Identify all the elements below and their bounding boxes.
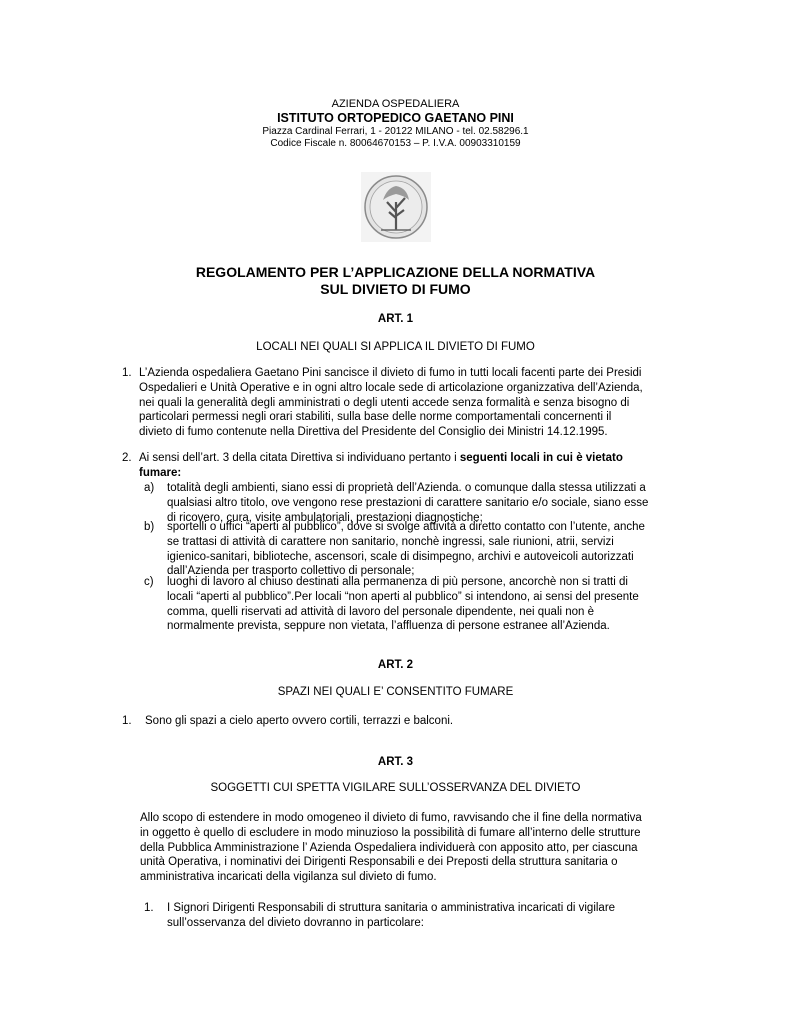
art3-paragraph-1 [167, 901, 674, 931]
text-line: divieto di fumo contenute nella Direttiva del Presidente del Consiglio dei Ministri 14.12.1995. [139, 426, 608, 439]
art1-p1-number: 1. [122, 367, 132, 379]
text-line: normalmente prevista, seppure non vietata, l’affluenza di persone estranee all’Azienda. [167, 620, 610, 633]
text-line: sull’osservanza del divieto dovranno in particolare: [167, 916, 424, 929]
list-item-letter: a) [144, 482, 155, 494]
art2-heading: ART. 2 [377, 659, 414, 671]
list-item-b [167, 520, 674, 579]
text-line: dall’Azienda per trasporto collettivo di personale; [167, 565, 415, 578]
text-line [139, 466, 674, 481]
text-line: locali “aperti al pubblico”.Per locali “non aperti al pubblico” si intendono, ai sensi del presente [167, 590, 639, 603]
org-type: AZIENDA OSPEDALIERA [331, 98, 460, 110]
text-line: qualsiasi altro titolo, ove vengono rese prestazioni di carattere sanitario e/o sociale, siano esse [167, 496, 649, 509]
text-line: particolari permessi negli orari stabiliti, sulla base delle norme comportamentali concernenti il [139, 411, 612, 424]
text-line: sportelli o uffici “aperti al pubblico”, dove si svolge attività a diretto contatto con l’utente, anche [167, 521, 645, 533]
art1-paragraph-1 [139, 366, 674, 440]
text-line: Allo scopo di estendere in modo omogeneo il divieto di fumo, ravvisando che il fine della normativa [140, 812, 642, 824]
art1-subtitle: LOCALI NEI QUALI SI APPLICA IL DIVIETO DI FUMO [256, 341, 535, 353]
document-title-line-2: SUL DIVIETO DI FUMO [320, 281, 471, 297]
text-line: totalità degli ambienti, siano essi di proprietà dell’Azienda. o comunque dalla stessa utilizzati a [167, 482, 646, 494]
bold-span: fumare: [139, 466, 182, 479]
art2-subtitle: SPAZI NEI QUALI E’ CONSENTITO FUMARE [277, 686, 514, 698]
text-line: I Signori Dirigenti Responsabili di struttura sanitaria o amministrativa incaricati di vigilare [167, 902, 616, 914]
text-span: Ai sensi dell’art. 3 della citata Direttiva si individuano pertanto i [139, 452, 460, 464]
text-line: igienico-sanitari, biblioteche, ascensori, scale di disimpegno, archivi e autoveicoli autorizzati [167, 550, 634, 563]
list-item-letter: c) [144, 576, 154, 588]
art3-subtitle: SOGGETTI CUI SPETTA VIGILARE SULL’OSSERVANZA DEL DIVIETO [210, 782, 581, 794]
art2-p1-number: 1. [122, 715, 132, 727]
document-title-line-1: REGOLAMENTO PER L’APPLICAZIONE DELLA NORMATIVA [195, 264, 596, 280]
list-item-c [167, 575, 674, 634]
art1-paragraph-2 [139, 451, 674, 481]
text-line: in oggetto è quello di escludere in modo minuzioso la possibilità di fumare all’interno delle strutture [140, 826, 641, 839]
text-line: comma, quelli riservati ad attività di lavoro del personale dipendente, nei quali non è [167, 605, 595, 618]
institute-address: Piazza Cardinal Ferrari, 1 - 20122 MILANO - tel. 02.58296.1 [262, 126, 529, 137]
text-line: se trattasi di attività di carattere non sanitario, nonchè ingressi, sale riunioni, atrii, servizi [167, 535, 614, 548]
text-line: nei quali la generalità degli amministrati o degli utenti accede senza formalità e senza bisogno di [139, 396, 630, 409]
bold-span: seguenti locali in cui è vietato [459, 452, 623, 464]
text-line: luoghi di lavoro al chiuso destinati alla permanenza di più persone, ancorchè non si tratti di [167, 576, 628, 588]
list-item-a [167, 481, 674, 525]
institute-tax-codes: Codice Fiscale n. 80064670153 – P. I.V.A. 00903310159 [270, 138, 521, 149]
art3-heading: ART. 3 [377, 756, 414, 768]
institute-name: ISTITUTO ORTOPEDICO GAETANO PINI [277, 111, 514, 125]
text-line: Ospedalieri e Unità Operative e in ogni altro locale sede di articolazione organizzativa dell’Azienda, [139, 381, 643, 394]
text-line [139, 451, 674, 466]
text-line: unità Operativa, i nominativi dei Dirigenti Responsabili e dei Preposti della struttura sanitaria o [140, 856, 618, 869]
art2-paragraph-1: Sono gli spazi a cielo aperto ovvero cortili, terrazzi e balconi. [145, 715, 454, 727]
institute-seal-logo [361, 172, 431, 242]
art1-heading: ART. 1 [377, 313, 414, 325]
text-line: della Pubblica Amministrazione l’ Azienda Ospedaliera individuerà con apposito atto, per ciascuna [140, 841, 638, 854]
text-line: L’Azienda ospedaliera Gaetano Pini sancisce il divieto di fumo in tutti locali facenti parte dei Presidi [139, 367, 642, 379]
seal-tree-icon [361, 172, 431, 242]
text-line: di ricovero, cura, visite ambulatoriali, prestazioni diagnostiche; [167, 511, 483, 524]
art1-p2-number: 2. [122, 452, 132, 464]
art3-intro [140, 811, 674, 885]
text-line: amministrativa incaricati della vigilanza sul divieto di fumo. [140, 871, 437, 884]
list-item-letter: b) [144, 521, 155, 533]
art3-p1-number: 1. [144, 902, 154, 914]
